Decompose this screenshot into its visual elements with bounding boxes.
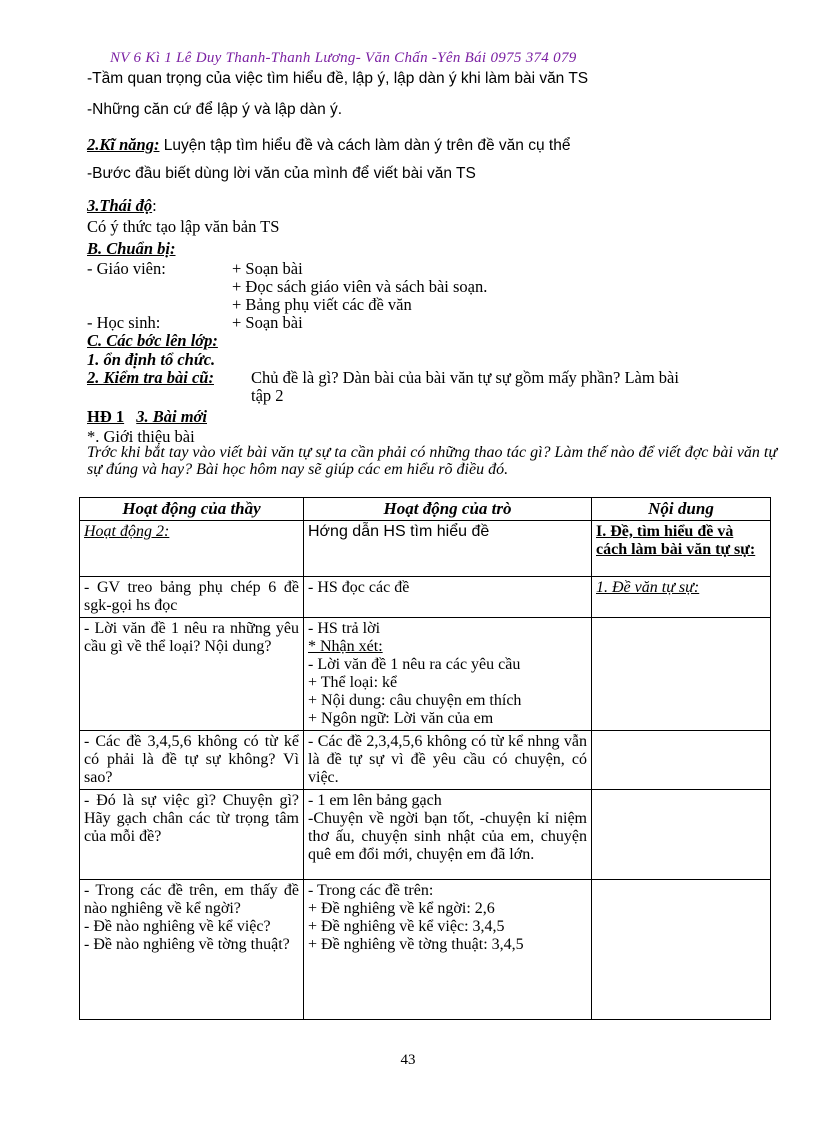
intro-line-1: -Tầm quan trọng của việc tìm hiểu đề, lập ý, lập dàn ý khi làm bài văn TS: [87, 70, 589, 87]
table-cell: [592, 521, 771, 577]
cell-line: I. Đề, tìm hiểu đề và cách làm bài văn tự sự:: [596, 523, 756, 558]
cell-line: + Đề nghiêng về kể việc: 3,4,5: [308, 918, 505, 935]
step-2-text-1: Chủ đề là gì? Dàn bài của bài văn tự sự gồm mấy phần? Làm bài: [251, 368, 679, 387]
table-cell: [592, 790, 771, 880]
step-1: 1. ổn định tổ chức.: [87, 350, 216, 369]
table-cell: [592, 731, 771, 790]
table-row: [80, 731, 771, 790]
cell-line: + Đề nghiêng về tờng thuật: 3,4,5: [308, 936, 524, 953]
intro-label: *. Giới thiệu bài: [87, 427, 195, 446]
attitude-heading: 3.Thái độ: [87, 196, 153, 215]
cell-line: - Đó là sự việc gì? Chuyện gì? Hãy gạch chân các từ trọng tâm của mỗi đề?: [84, 792, 299, 845]
table-row: [80, 880, 771, 1020]
table-cell: [304, 880, 592, 1020]
cell-line: - Các đề 3,4,5,6 không có từ kể có phải là đề tự sự không? Vì sao?: [84, 733, 299, 786]
cell-line: - Lời văn đề 1 nêu ra những yêu cầu gì về thể loại? Nội dung?: [84, 620, 299, 655]
table-cell: [592, 880, 771, 1020]
cell-line: - HS đọc các đề: [308, 579, 410, 596]
prep-teacher-label: - Giáo viên:: [87, 259, 166, 278]
skills-heading: 2.Kĩ năng:: [87, 135, 160, 154]
step-2-text-2: tập 2: [251, 386, 284, 405]
intro-line-2: -Những căn cứ để lập ý và lập dàn ý.: [87, 101, 343, 118]
table-cell: [304, 577, 592, 618]
hd1-line: [87, 407, 207, 427]
cell-line: - Lời văn đề 1 nêu ra các yêu cầu: [308, 656, 521, 673]
cell-line: - GV treo bảng phụ chép 6 đề sgk-gọi hs đọc: [84, 579, 299, 614]
prep-teacher-item: + Đọc sách giáo viên và sách bài soạn.: [232, 277, 488, 296]
prep-heading: B. Chuẩn bị:: [87, 239, 176, 258]
prep-teacher-item: + Soạn bài: [232, 259, 303, 278]
cell-line: -Chuyện về ngời bạn tốt, -chuyện kỉ niệm thơ ấu, chuyện sinh nhật của em, chuyện quê em đổi mới, chuyện em đã lớn.: [308, 810, 587, 863]
table-header: Nội dung: [592, 498, 771, 521]
page-header: NV 6 Kì 1 Lê Duy Thanh-Thanh Lương- Văn Chấn -Yên Bái 0975 374 079: [110, 50, 577, 66]
cell-line: - Đề nào nghiêng về tờng thuật?: [84, 936, 290, 953]
cell-line: - 1 em lên bảng gạch: [308, 792, 442, 809]
table-header-row: [80, 498, 771, 521]
cell-line: Hoạt động 2:: [84, 523, 170, 540]
cell-line: - Các đề 2,3,4,5,6 không có từ kể nhng vẫn là đề tự sự vì đề yêu cầu có chuyện, có việc.: [308, 733, 587, 786]
table-row: [80, 577, 771, 618]
attitude-text: Có ý thức tạo lập văn bản TS: [87, 217, 280, 236]
hd1-label: HĐ 1: [87, 407, 125, 426]
prep-student-item: + Soạn bài: [232, 313, 303, 332]
cell-line: - Trong các đề trên, em thấy đề nào nghiêng về kể ngời?: [84, 882, 299, 917]
table-cell: [80, 618, 304, 731]
table-header: Hoạt động của thầy: [80, 498, 304, 521]
cell-line: - Đề nào nghiêng về kể việc?: [84, 918, 271, 935]
cell-line: + Đề nghiêng về kể ngời: 2,6: [308, 900, 495, 917]
table-cell: [592, 618, 771, 731]
attitude-heading-line: [87, 196, 157, 216]
table-cell: [80, 790, 304, 880]
table-cell: [80, 577, 304, 618]
new-lesson-heading: 3. Bài mới: [136, 407, 207, 426]
table-row: [80, 790, 771, 880]
cell-line: - Trong các đề trên:: [308, 882, 434, 899]
table-cell: [304, 618, 592, 731]
table-cell: [304, 731, 592, 790]
cell-line: * Nhận xét:: [308, 638, 383, 655]
lesson-table: [79, 497, 771, 1020]
table-cell: [80, 521, 304, 577]
table-cell: [80, 731, 304, 790]
steps-heading: C. Các bớc lên lớp:: [87, 331, 218, 350]
cell-line: - HS trả lời: [308, 620, 381, 637]
table-cell: [304, 521, 592, 577]
table-cell: [592, 577, 771, 618]
skills-text: Luyện tập tìm hiểu đề và cách làm dàn ý trên đề văn cụ thể: [159, 137, 571, 154]
skills-line: [87, 135, 570, 155]
table-cell: [304, 790, 592, 880]
cell-line: 1. Đề văn tự sự:: [596, 579, 700, 596]
attitude-colon: :: [152, 196, 157, 215]
page-number: 43: [400, 1052, 416, 1068]
table-cell: [80, 880, 304, 1020]
table-row: [80, 618, 771, 731]
cell-line: + Ngôn ngữ: Lời văn của em: [308, 710, 494, 727]
cell-line: + Thể loại: kể: [308, 674, 398, 691]
prep-teacher-item: + Bảng phụ viết các đề văn: [232, 295, 412, 314]
cell-line: + Nội dung: câu chuyện em thích: [308, 692, 522, 709]
step-2-label: 2. Kiểm tra bài cũ:: [87, 368, 214, 387]
table-header: Hoạt động của trò: [304, 498, 592, 521]
cell-line: Hớng dẫn HS tìm hiểu đề: [308, 523, 490, 540]
intro-paragraph: Trớc khi bắt tay vào viết bài văn tự sự ta cần phải có những thao tác gì? Làm thế nào để viết đợc bài văn tự sự đúng và hay? Bài học hôm nay sẽ giúp các em hiểu rõ điều đó.: [87, 444, 778, 478]
prep-student-label: - Học sinh:: [87, 313, 161, 332]
table-row: [80, 521, 771, 577]
skills-line-2: -Bước đầu biết dùng lời văn của mình để viết bài văn TS: [87, 165, 476, 182]
